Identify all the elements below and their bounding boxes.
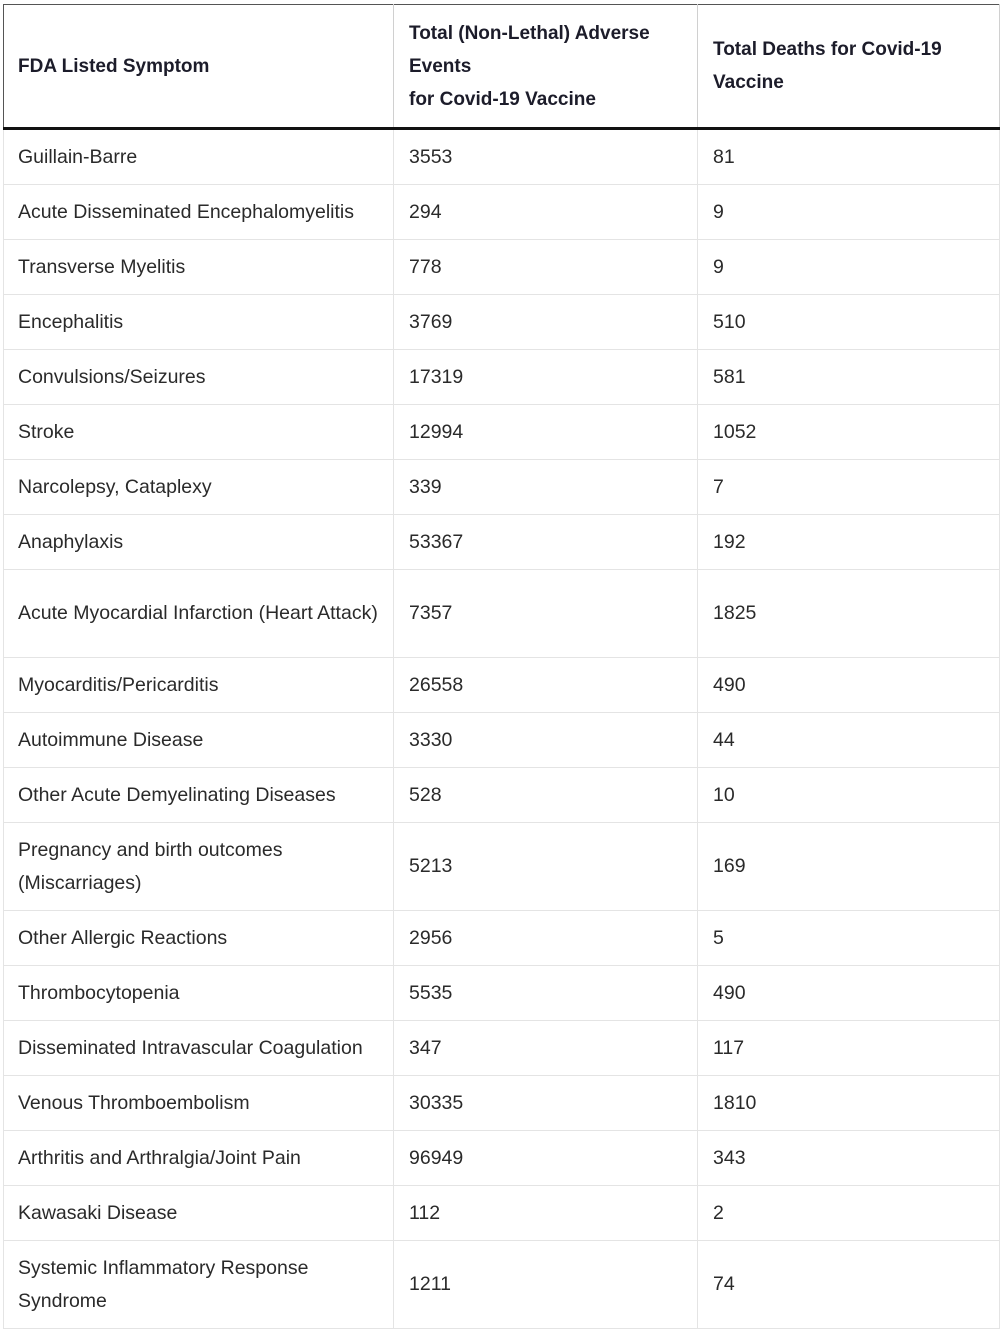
adverse-events-cell: 1211 [394,1241,698,1329]
header-symptom [4,5,394,129]
symptom-cell: Transverse Myelitis [4,240,394,295]
deaths-cell: 490 [698,658,1000,713]
header-deaths [698,5,1000,129]
table-row [4,823,1000,911]
header-adverse-label: Total (Non-Lethal) Adverse Events [409,22,650,77]
table-row [4,570,1000,658]
table-row [4,768,1000,823]
adverse-events-cell: 17319 [394,350,698,405]
symptom-cell: Pregnancy and birth outcomes (Miscarriages) [4,823,394,911]
adverse-events-cell: 7357 [394,570,698,658]
table-row [4,129,1000,185]
symptom-cell: Disseminated Intravascular Coagulation [4,1021,394,1076]
deaths-cell: 490 [698,966,1000,1021]
deaths-cell: 9 [698,240,1000,295]
adverse-events-cell: 5535 [394,966,698,1021]
symptom-cell: Acute Disseminated Encephalomyelitis [4,185,394,240]
deaths-cell: 44 [698,713,1000,768]
adverse-events-cell: 3769 [394,295,698,350]
table-row [4,911,1000,966]
adverse-events-cell: 30335 [394,1076,698,1131]
symptom-cell: Narcolepsy, Cataplexy [4,460,394,515]
adverse-events-cell: 339 [394,460,698,515]
adverse-events-cell: 3330 [394,713,698,768]
table-row [4,350,1000,405]
table-row [4,405,1000,460]
deaths-cell: 343 [698,1131,1000,1186]
adverse-events-table [3,4,1000,1329]
deaths-cell: 117 [698,1021,1000,1076]
symptom-cell: Systemic Inflammatory Response Syndrome [4,1241,394,1329]
deaths-cell: 1052 [698,405,1000,460]
adverse-events-cell: 12994 [394,405,698,460]
deaths-cell: 7 [698,460,1000,515]
symptom-cell: Thrombocytopenia [4,966,394,1021]
adverse-events-cell: 53367 [394,515,698,570]
symptom-cell: Arthritis and Arthralgia/Joint Pain [4,1131,394,1186]
deaths-cell: 510 [698,295,1000,350]
adverse-events-cell: 5213 [394,823,698,911]
table-row [4,658,1000,713]
symptom-cell: Kawasaki Disease [4,1186,394,1241]
header-adverse-sublabel: for Covid-19 Vaccine [409,88,596,110]
symptom-cell: Stroke [4,405,394,460]
adverse-events-cell: 26558 [394,658,698,713]
deaths-cell: 5 [698,911,1000,966]
table-row [4,1186,1000,1241]
table-row [4,1021,1000,1076]
deaths-cell: 192 [698,515,1000,570]
deaths-cell: 1825 [698,570,1000,658]
table-row [4,460,1000,515]
deaths-cell: 9 [698,185,1000,240]
symptom-cell: Autoimmune Disease [4,713,394,768]
adverse-events-table-container [3,4,999,1329]
adverse-events-cell: 2956 [394,911,698,966]
symptom-cell: Other Acute Demyelinating Diseases [4,768,394,823]
deaths-cell: 1810 [698,1076,1000,1131]
symptom-cell: Encephalitis [4,295,394,350]
symptom-cell: Convulsions/Seizures [4,350,394,405]
header-adverse-events [394,5,698,129]
deaths-cell: 10 [698,768,1000,823]
header-deaths-label: Total Deaths for Covid-19 Vaccine [713,39,942,93]
symptom-cell: Venous Thromboembolism [4,1076,394,1131]
deaths-cell: 581 [698,350,1000,405]
symptom-cell: Acute Myocardial Infarction (Heart Attack) [4,570,394,658]
deaths-cell: 2 [698,1186,1000,1241]
deaths-cell: 169 [698,823,1000,911]
table-row [4,185,1000,240]
table-row [4,713,1000,768]
adverse-events-cell: 294 [394,185,698,240]
symptom-cell: Myocarditis/Pericarditis [4,658,394,713]
table-row [4,1076,1000,1131]
header-row [4,5,1000,129]
adverse-events-cell: 528 [394,768,698,823]
adverse-events-cell: 112 [394,1186,698,1241]
adverse-events-cell: 778 [394,240,698,295]
table-row [4,1131,1000,1186]
symptom-cell: Anaphylaxis [4,515,394,570]
table-header [4,5,1000,129]
deaths-cell: 74 [698,1241,1000,1329]
table-row [4,295,1000,350]
symptom-cell: Guillain-Barre [4,129,394,185]
adverse-events-cell: 96949 [394,1131,698,1186]
adverse-events-cell: 3553 [394,129,698,185]
table-row [4,1241,1000,1329]
table-row [4,240,1000,295]
table-row [4,515,1000,570]
table-body [4,129,1000,1329]
header-symptom-label: FDA Listed Symptom [18,55,210,77]
adverse-events-cell: 347 [394,1021,698,1076]
table-row [4,966,1000,1021]
deaths-cell: 81 [698,129,1000,185]
symptom-cell: Other Allergic Reactions [4,911,394,966]
